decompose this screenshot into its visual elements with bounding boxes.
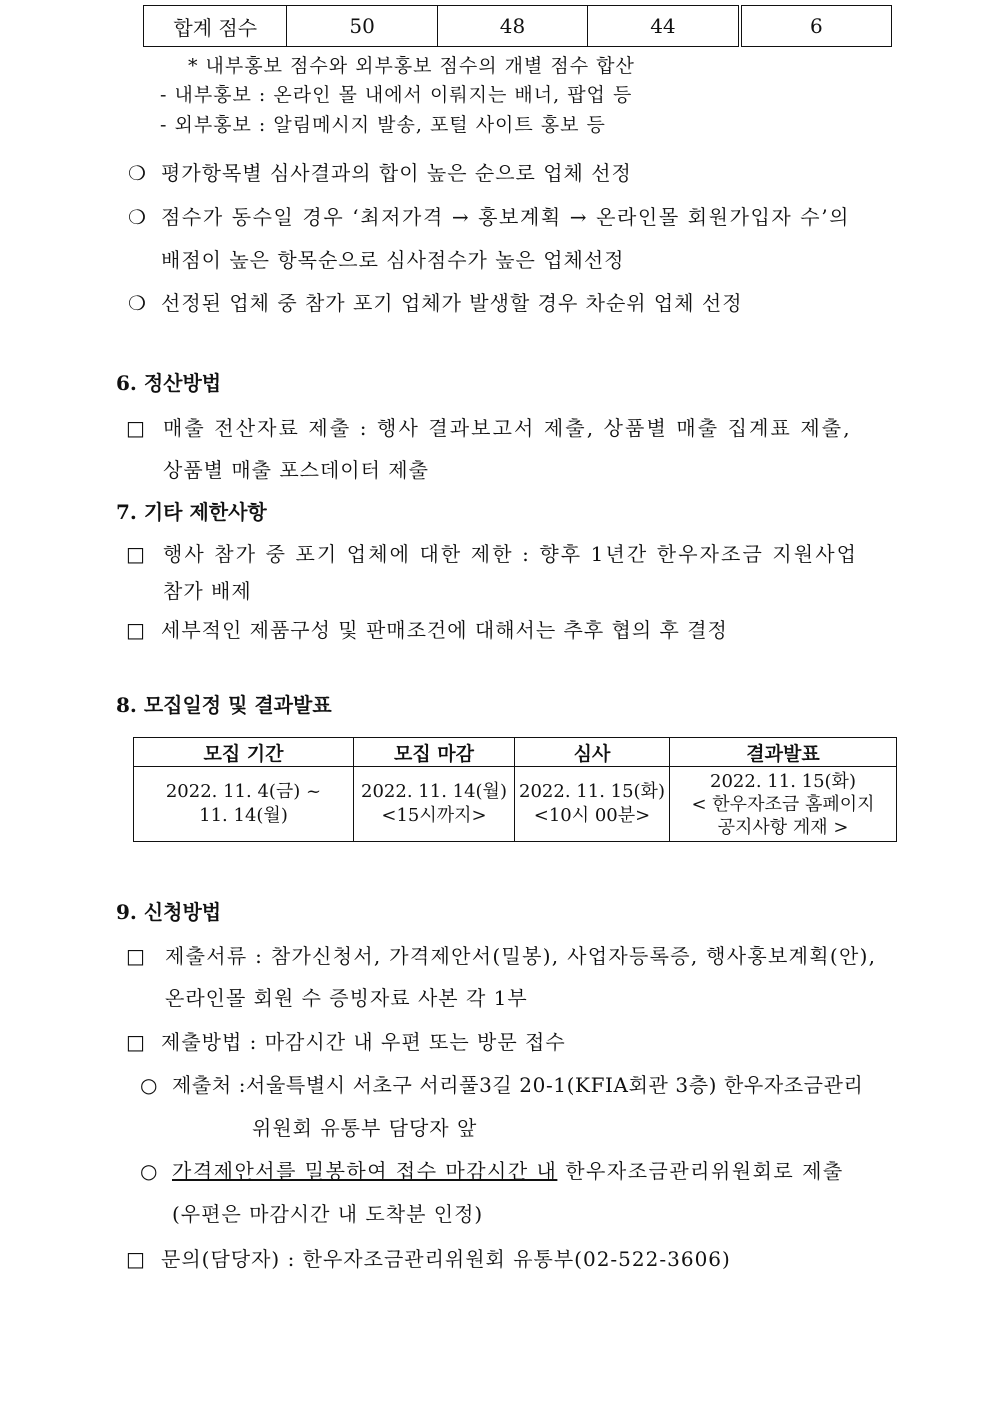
settlement-item-cont: 상품별 매출 포스데이터 제출 bbox=[163, 458, 429, 482]
selection-rule-1: 평가항목별 심사결과의 합이 높은 순으로 업체 선정 bbox=[161, 161, 632, 185]
score-note-internal: - 내부홍보 : 온라인 몰 내에서 이뤄지는 배너, 팝업 등 bbox=[160, 84, 633, 106]
period-end: 11. 14(월) bbox=[199, 805, 288, 826]
column-header: 모집 기간 bbox=[134, 738, 354, 767]
column-header: 결과발표 bbox=[670, 738, 897, 767]
result-note: < 한우자조금 홈페이지 bbox=[691, 793, 875, 815]
place-item-cont: 위원회 유통부 담당자 앞 bbox=[252, 1116, 478, 1140]
restriction-item-1-cont: 참가 배제 bbox=[163, 579, 252, 603]
deadline-time: <15시까지> bbox=[381, 805, 487, 826]
score-label: 합계 점수 bbox=[144, 6, 287, 47]
table-row bbox=[134, 738, 897, 767]
column-header: 심사 bbox=[515, 738, 670, 767]
checkbox-icon: □ bbox=[126, 1247, 146, 1271]
score-table bbox=[143, 5, 892, 47]
selection-rule-3: 선정된 업체 중 참가 포기 업체가 발생할 경우 차순위 업체 선정 bbox=[161, 291, 743, 315]
bullet-icon: ❍ bbox=[128, 291, 147, 315]
circle-icon: ○ bbox=[140, 1159, 159, 1183]
circle-icon: ○ bbox=[140, 1073, 159, 1097]
checkbox-icon: □ bbox=[126, 1030, 146, 1054]
section-title: 7. 기타 제한사항 bbox=[116, 500, 267, 524]
review-cell bbox=[515, 767, 670, 842]
score-value: 50 bbox=[287, 6, 437, 47]
checkbox-icon: □ bbox=[126, 416, 146, 440]
table-row bbox=[134, 767, 897, 842]
restriction-item-1: 행사 참가 중 포기 업체에 대한 제한 : 향후 1년간 한우자조금 지원사업 bbox=[163, 542, 859, 566]
contact-item: 문의(담당자) : 한우자조금관리위원회 유통부(02-522-3606) bbox=[161, 1247, 731, 1271]
seal-item-emphasis: 가격제안서를 밀봉하여 접수 마감시간 내 bbox=[172, 1159, 558, 1183]
deadline-cell bbox=[354, 767, 515, 842]
review-date: 2022. 11. 15(화) bbox=[519, 781, 665, 802]
checkbox-icon: □ bbox=[126, 618, 146, 642]
method-item: 제출방법 : 마감시간 내 우편 또는 방문 접수 bbox=[161, 1030, 566, 1054]
section-title: 6. 정산방법 bbox=[116, 371, 222, 395]
section-title: 9. 신청방법 bbox=[116, 900, 222, 924]
period-start: 2022. 11. 4(금) ~ bbox=[165, 781, 322, 802]
bullet-icon: ❍ bbox=[128, 161, 147, 185]
schedule-table bbox=[133, 737, 897, 842]
table-row bbox=[144, 6, 892, 47]
docs-item: 제출서류 : 참가신청서, 가격제안서(밀봉), 사업자등록증, 행사홍보계획(안), bbox=[165, 944, 877, 968]
selection-rule-2: 점수가 동수일 경우 ‘최저가격 → 홍보계획 → 온라인몰 회원가입자 수’의 bbox=[161, 205, 851, 229]
score-note: * 내부홍보 점수와 외부홍보 점수의 개별 점수 합산 bbox=[188, 55, 635, 77]
score-value: 44 bbox=[588, 6, 740, 47]
result-cell bbox=[670, 767, 897, 842]
checkbox-icon: □ bbox=[126, 542, 146, 566]
section-title: 8. 모집일정 및 결과발표 bbox=[116, 693, 332, 717]
result-note-cont: 공지사항 게재 > bbox=[717, 816, 849, 838]
period-cell bbox=[134, 767, 354, 842]
checkbox-icon: □ bbox=[126, 944, 146, 968]
result-date: 2022. 11. 15(화) bbox=[710, 770, 856, 792]
docs-item-cont: 온라인몰 회원 수 증빙자료 사본 각 1부 bbox=[165, 986, 528, 1010]
settlement-item: 매출 전산자료 제출 : 행사 결과보고서 제출, 상품별 매출 집계표 제출, bbox=[163, 416, 852, 440]
seal-item bbox=[172, 1158, 844, 1184]
restriction-item-2: 세부적인 제품구성 및 판매조건에 대해서는 추후 협의 후 결정 bbox=[161, 618, 728, 642]
selection-rule-2-cont: 배점이 높은 항목순으로 심사점수가 높은 업체선정 bbox=[161, 248, 625, 272]
column-header: 모집 마감 bbox=[354, 738, 515, 767]
review-time: <10시 00분> bbox=[533, 805, 651, 826]
score-value: 48 bbox=[437, 6, 587, 47]
seal-item-cont: (우편은 마감시간 내 도착분 인정) bbox=[172, 1202, 484, 1226]
score-note-external: - 외부홍보 : 알림메시지 발송, 포털 사이트 홍보 등 bbox=[160, 114, 606, 136]
score-value: 6 bbox=[740, 6, 892, 47]
seal-item-rest: 한우자조금관리위원회로 제출 bbox=[557, 1159, 844, 1183]
deadline-date: 2022. 11. 14(월) bbox=[361, 781, 507, 802]
bullet-icon: ❍ bbox=[128, 205, 147, 229]
place-item: 제출처 :서울특별시 서초구 서리풀3길 20-1(KFIA회관 3층) 한우자조금관리 bbox=[172, 1073, 864, 1097]
